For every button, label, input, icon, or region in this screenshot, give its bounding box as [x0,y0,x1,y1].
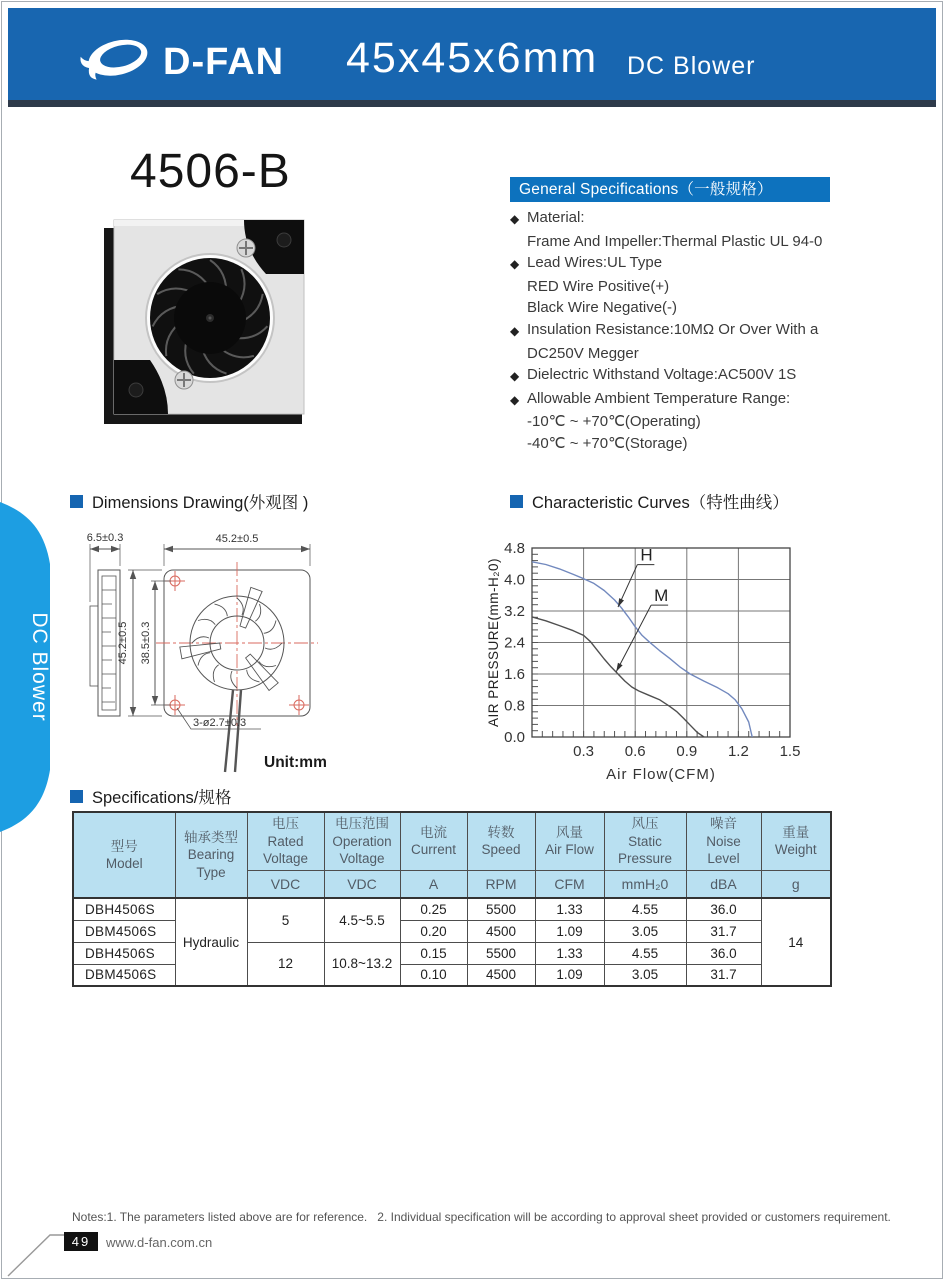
svg-text:0.3: 0.3 [573,743,595,760]
cell-noise: 36.0 [686,898,761,920]
spec-table [72,811,832,987]
unit-g: g [761,870,831,898]
svg-text:M: M [654,586,669,606]
col-header-airflow: 风量 Air Flow [535,812,604,870]
cell-voltage-range: 4.5~5.5 [324,898,400,942]
screw-top [237,239,255,257]
cell-model: DBM4506S [73,920,175,942]
spec-line: ◆ Insulation Resistance:10MΩ Or Over With a [510,320,819,338]
spec-line: RED Wire Positive(+) [527,277,670,295]
svg-text:1.5: 1.5 [779,743,801,760]
col-header-bearing: 轴承类型 Bearing Type [175,812,247,898]
svg-text:6.5±0.3: 6.5±0.3 [86,532,124,544]
section-bullet-icon [510,495,523,508]
svg-text:3.2: 3.2 [504,603,525,620]
cell-pressure: 4.55 [604,942,686,964]
cell-model: DBH4506S [73,898,175,920]
cell-pressure: 3.05 [604,920,686,942]
svg-text:0.8: 0.8 [504,697,525,715]
col-header-operation-voltage: 电压范围 Operation Voltage [324,812,400,870]
screw-bottom [175,371,193,389]
svg-text:38.5±0.3: 38.5±0.3 [140,621,152,665]
svg-text:4.8: 4.8 [504,540,525,557]
cell-current: 0.15 [400,942,467,964]
cell-weight: 14 [761,898,831,986]
unit-rpm: RPM [467,870,535,898]
notes-text: Notes:1. The parameters listed above are for reference. 2. Individual specification will be according to approval sheet provided or customers requirement. [72,1210,891,1224]
svg-text:0.0: 0.0 [504,729,525,746]
footer-corner-line [4,1230,68,1280]
svg-text:0.9: 0.9 [676,743,698,760]
spec-line: ◆ Dielectric Withstand Voltage:AC500V 1S [510,366,797,384]
unit-mmh2o: mmH₂0 [604,870,686,898]
svg-text:3-ø2.7±0.3: 3-ø2.7±0.3 [193,717,247,729]
general-specs-header: General Specifications（一般规格） [510,177,830,202]
cell-rated-voltage: 5 [247,898,324,942]
cell-rated-voltage: 12 [247,942,324,986]
cell-airflow: 1.33 [535,942,604,964]
col-header-rated-voltage: 电压 Rated Voltage [247,812,324,870]
col-header-weight: 重量 Weight [761,812,831,870]
svg-text:Unit:mm: Unit:mm [264,754,327,771]
unit-cfm: CFM [535,870,604,898]
curves-section-title: Characteristic Curves（特性曲线） [510,489,789,513]
col-header-speed: 转数 Speed [467,812,535,870]
cell-model: DBH4506S [73,942,175,964]
svg-text:H: H [640,545,653,565]
cell-airflow: 1.09 [535,964,604,986]
spec-line: Frame And Impeller:Thermal Plastic UL 94-0 [527,232,823,250]
website-text: www.d-fan.com.cn [106,1235,213,1250]
cell-bearing: Hydraulic [175,898,247,986]
spec-line: ◆ Allowable Ambient Temperature Range: [510,389,791,407]
page-title: 45x45x6mm [346,34,599,82]
cell-noise: 36.0 [686,942,761,964]
svg-text:45.2±0.5: 45.2±0.5 [117,621,129,665]
svg-text:45.2±0.5: 45.2±0.5 [215,533,259,545]
cell-pressure: 3.05 [604,964,686,986]
product-photo [98,210,318,450]
svg-text:AIR PRESSURE(mm-H₂0): AIR PRESSURE(mm-H₂0) [486,557,501,728]
spec-line: Black Wire Negative(-) [527,299,678,317]
cell-speed: 5500 [467,898,535,920]
dimensions-drawing [76,514,476,786]
dimensions-section-title: Dimensions Drawing(外观图 ) [70,489,308,513]
side-tab-label: DC Blower [28,612,51,722]
svg-text:0.6: 0.6 [624,743,646,760]
brand-name: D-FAN [163,41,285,83]
cell-current: 0.25 [400,898,467,920]
cell-noise: 31.7 [686,964,761,986]
spec-line: ◆ Material: [510,209,585,226]
spec-line: -40℃ ~ +70℃(Storage) [527,434,688,452]
cell-pressure: 4.55 [604,898,686,920]
unit-vdc: VDC [247,870,324,898]
spec-line: ◆ Lead Wires:UL Type [510,254,663,272]
dfan-logo-icon [76,28,158,86]
cell-noise: 31.7 [686,920,761,942]
svg-text:2.4: 2.4 [504,634,525,652]
spec-line: DC250V Megger [527,344,639,362]
general-specs-list [510,207,940,455]
table-row [73,898,831,920]
unit-vdc: VDC [324,870,400,898]
col-header-pressure: 风压 Static Pressure [604,812,686,870]
cell-speed: 4500 [467,964,535,986]
svg-text:Air Flow(CFM): Air Flow(CFM) [606,766,716,783]
characteristic-curves-chart [486,530,838,790]
side-tab-dc-blower [0,502,56,834]
cell-speed: 5500 [467,942,535,964]
section-bullet-icon [70,495,83,508]
svg-text:1.2: 1.2 [727,743,749,760]
cell-airflow: 1.09 [535,920,604,942]
cell-voltage-range: 10.8~13.2 [324,942,400,986]
unit-dba: dBA [686,870,761,898]
col-header-current: 电流 Current [400,812,467,870]
col-header-model: 型号 Model [73,812,175,898]
spec-line: -10℃ ~ +70℃(Operating) [527,413,701,431]
header-accent-strip [8,100,936,107]
cell-current: 0.10 [400,964,467,986]
cell-model: DBM4506S [73,964,175,986]
cell-airflow: 1.33 [535,898,604,920]
model-title: 4506-B [130,145,291,198]
page-number-badge: 49 [64,1232,98,1251]
svg-text:1.6: 1.6 [504,666,525,683]
section-bullet-icon [70,790,83,803]
specs-section-title: Specifications/规格 [70,784,231,808]
page-subtitle: DC Blower [627,52,756,80]
col-header-noise: 噪音 Noise Level [686,812,761,870]
cell-speed: 4500 [467,920,535,942]
cell-current: 0.20 [400,920,467,942]
svg-text:4.0: 4.0 [504,571,525,589]
unit-a: A [400,870,467,898]
